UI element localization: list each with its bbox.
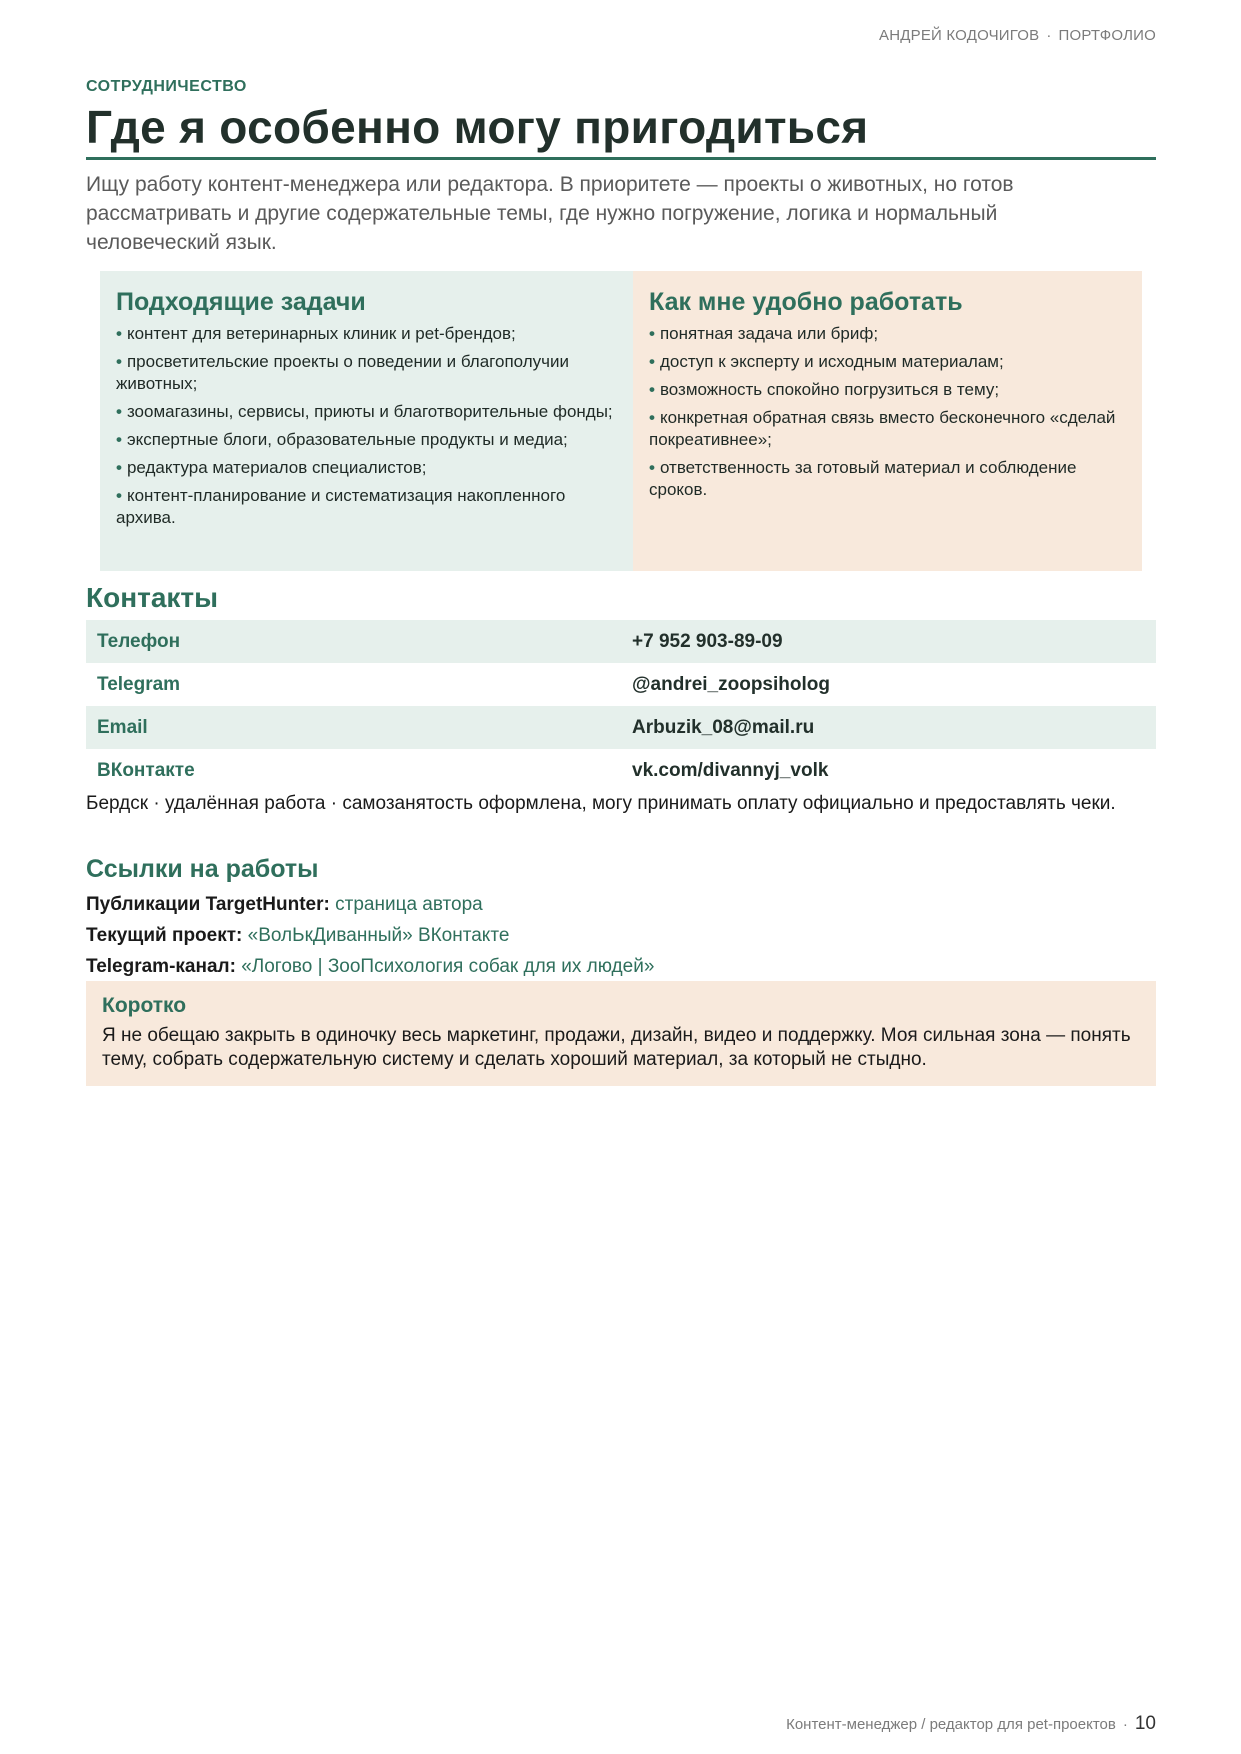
works-heading: Ссылки на работы — [86, 855, 319, 883]
work-link[interactable]: «Логово | ЗооПсихология собак для их людей» — [241, 956, 655, 977]
page-title: Где я особенно могу пригодиться — [86, 101, 869, 153]
work-label: Текущий проект: — [86, 925, 243, 946]
table-row — [86, 620, 1156, 663]
list-item-text: понятная задача или бриф; — [659, 324, 879, 343]
list-item — [116, 401, 617, 423]
bullet-icon: • — [116, 486, 122, 505]
list-item-text: возможность спокойно погрузиться в тему; — [659, 380, 1000, 399]
list-item-text: зоомагазины, сервисы, приюты и благотворительные фонды; — [126, 402, 613, 421]
list-item — [649, 323, 1126, 345]
header-separator: · — [1046, 27, 1052, 44]
contact-email[interactable]: Arbuzik_08@mail.ru — [621, 706, 1156, 749]
list-item — [116, 457, 617, 479]
tasks-card — [100, 271, 633, 571]
list-item — [116, 351, 617, 395]
bullet-icon: • — [116, 402, 122, 421]
list-item — [116, 485, 617, 529]
header-doc: ПОРТФОЛИО — [1058, 27, 1156, 44]
bullet-icon: • — [649, 380, 655, 399]
list-item-text: ответственность за готовый материал и соблюдение сроков. — [649, 458, 1077, 499]
list-item — [116, 323, 617, 345]
bullet-icon: • — [649, 408, 655, 427]
contact-key: Telegram — [97, 673, 181, 695]
page-footer — [786, 1713, 1156, 1735]
running-header — [879, 27, 1156, 44]
contacts-table — [86, 620, 1156, 792]
list-item — [86, 920, 654, 951]
work-label: Публикации TargetHunter: — [86, 894, 330, 915]
workstyle-card — [633, 271, 1142, 571]
workstyle-card-title: Как мне удобно работать — [649, 288, 963, 316]
contact-phone[interactable]: +7 952 903-89-09 — [621, 620, 1156, 663]
work-label: Telegram-канал: — [86, 956, 236, 977]
list-item — [649, 351, 1126, 373]
cards-row — [100, 271, 1142, 571]
contact-key: ВКонтакте — [97, 759, 195, 781]
bullet-icon: • — [116, 352, 122, 371]
bullet-icon: • — [649, 324, 655, 343]
list-item — [116, 429, 617, 451]
footer-text: Контент-менеджер / редактор для pet-проектов — [786, 1716, 1116, 1733]
list-item-text: редактура материалов специалистов; — [126, 458, 427, 477]
table-row — [86, 706, 1156, 749]
list-item — [86, 889, 654, 920]
contacts-note: Бердск · удалённая работа · самозанятость оформлена, могу принимать оплату официально и предоставлять чеки. — [86, 793, 1116, 814]
bullet-icon: • — [116, 324, 122, 343]
list-item-text: конкретная обратная связь вместо бесконечного «сделай покреативнее»; — [649, 408, 1116, 449]
workstyle-list — [649, 323, 1126, 501]
section-eyebrow: СОТРУДНИЧЕСТВО — [86, 78, 247, 95]
footer-separator: · — [1122, 1716, 1128, 1733]
contact-vk[interactable]: vk.com/divannyj_volk — [632, 759, 829, 781]
list-item-text: контент для ветеринарных клиник и pet-брендов; — [126, 324, 516, 343]
header-author: АНДРЕЙ КОДОЧИГОВ — [879, 27, 1040, 44]
title-rule — [86, 157, 1156, 160]
summary-callout — [86, 981, 1156, 1086]
work-link[interactable]: страница автора — [335, 894, 483, 915]
list-item — [649, 457, 1126, 501]
contact-key: Email — [86, 706, 621, 749]
list-item — [649, 379, 1126, 401]
summary-text: Я не обещаю закрыть в одиночку весь маркетинг, продажи, дизайн, видео и поддержку. Моя сильная зона — понять тему, собрать содержательную систему и сделать хороший материал, за который не стыдно. — [102, 1025, 1131, 1070]
page-number: 10 — [1134, 1713, 1156, 1734]
lead-paragraph: Ищу работу контент-менеджера или редактора. В приоритете — проекты о животных, но готов рассматривать и другие содержательные темы, где нужно погружение, логика и нормальный человеческий язык. — [86, 173, 1014, 254]
table-row — [86, 663, 1156, 706]
bullet-icon: • — [116, 430, 122, 449]
bullet-icon: • — [649, 458, 655, 477]
tasks-card-title: Подходящие задачи — [116, 288, 366, 316]
list-item — [86, 951, 654, 982]
bullet-icon: • — [649, 352, 655, 371]
table-row — [86, 749, 1156, 792]
list-item-text: доступ к эксперту и исходным материалам; — [659, 352, 1004, 371]
list-item-text: экспертные блоги, образовательные продукты и медиа; — [126, 430, 568, 449]
bullet-icon: • — [116, 458, 122, 477]
contacts-heading: Контакты — [86, 582, 219, 613]
list-item-text: просветительские проекты о поведении и благополучии животных; — [116, 352, 570, 393]
contact-telegram[interactable]: @andrei_zoopsiholog — [632, 673, 830, 695]
work-link[interactable]: «ВолЬкДиванный» ВКонтакте — [247, 925, 510, 946]
list-item-text: контент-планирование и систематизация накопленного архива. — [116, 486, 566, 527]
contact-key: Телефон — [86, 620, 621, 663]
works-list — [86, 889, 654, 982]
list-item — [649, 407, 1126, 451]
tasks-list — [116, 323, 617, 529]
summary-title: Коротко — [102, 994, 187, 1017]
